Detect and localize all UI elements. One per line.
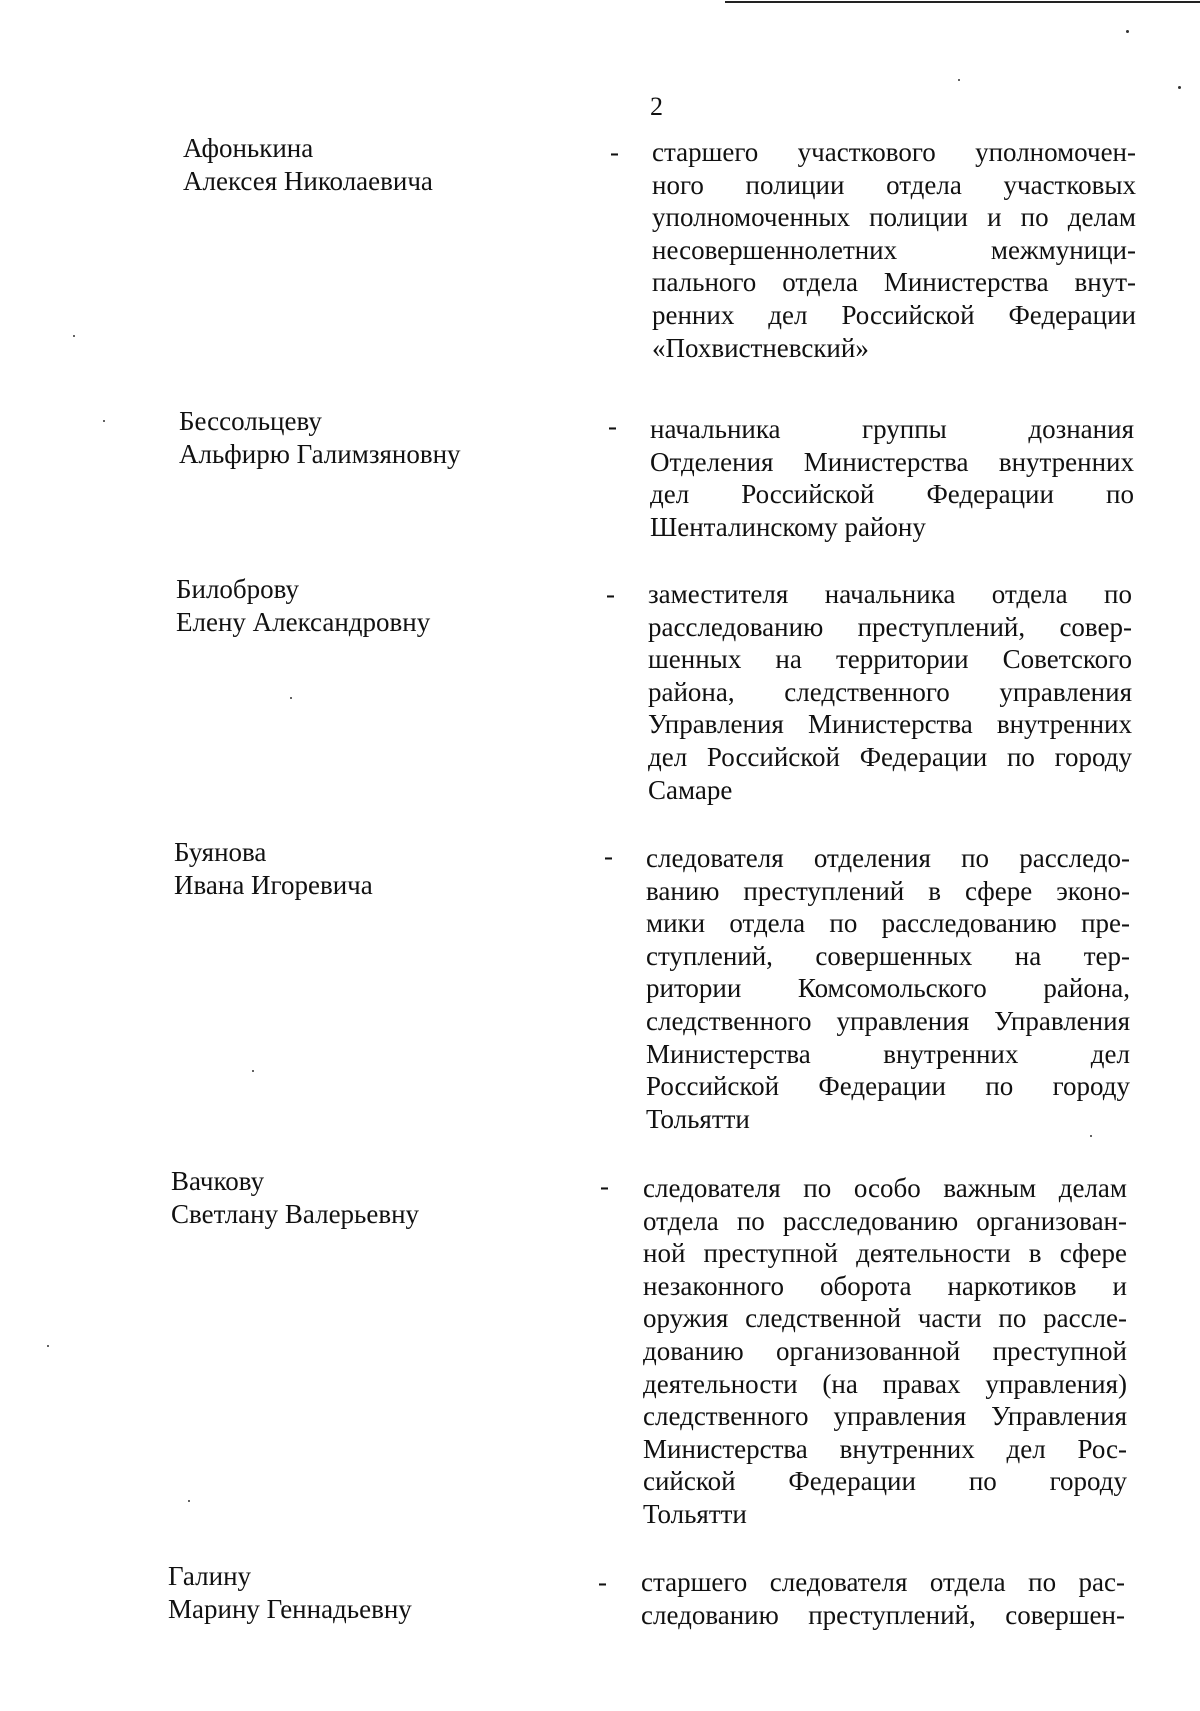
description-line: Российской Федерации по городу <box>646 1071 1130 1102</box>
person-name <box>174 836 373 902</box>
description-line: заместителя начальника отдела по <box>648 579 1132 609</box>
description-line: старшего участкового уполномочен- <box>652 137 1136 167</box>
description-line: ритории Комсомольского района, <box>646 973 1130 1004</box>
description-line: района, следственного управления <box>648 676 1132 707</box>
top-scan-rule <box>725 1 1200 3</box>
position-description <box>643 1172 1127 1531</box>
description-line: дел Российской Федерации по городу <box>648 741 1132 772</box>
given-names: Светлану Валерьевну <box>171 1199 420 1229</box>
scan-speck <box>188 1500 190 1502</box>
description-line: незаконного оборота наркотиков и <box>643 1270 1127 1301</box>
surname: Вачкову <box>171 1166 265 1196</box>
description-line: ной преступной деятельности в сфере <box>643 1238 1127 1269</box>
description-line: Тольятти <box>646 1103 750 1134</box>
scan-speck <box>958 79 960 81</box>
description-line: ванию преступлений в сфере эконо- <box>646 875 1130 906</box>
description-line: дованию организованной преступной <box>643 1335 1127 1366</box>
surname: Бессольцеву <box>179 406 322 436</box>
description-line: Отделения Министерства внутренних <box>650 446 1134 477</box>
given-names: Ивана Игоревича <box>174 870 373 900</box>
dash-separator: - <box>606 579 615 609</box>
dash-separator: - <box>608 411 617 441</box>
description-line: Министерства внутренних дел <box>646 1038 1130 1069</box>
description-line: Самаре <box>648 774 733 805</box>
surname: Афонькина <box>183 133 314 163</box>
description-line: пального отдела Министерства внут- <box>652 267 1136 298</box>
surname: Билоброву <box>176 574 299 604</box>
description-line: следователя отделения по расследо- <box>646 843 1130 873</box>
description-line: ренних дел Российской Федерации <box>652 299 1136 330</box>
scan-speck <box>290 697 292 699</box>
description-line: ного полиции отдела участковых <box>652 169 1136 200</box>
given-names: Елену Александровну <box>176 607 431 637</box>
description-line: несовершеннолетних межмуници- <box>652 234 1136 265</box>
scan-speck <box>1090 1135 1092 1137</box>
description-line: шенных на территории Советского <box>648 644 1132 675</box>
position-description <box>646 842 1130 1135</box>
description-line: деятельности (на правах управления) <box>643 1368 1127 1399</box>
dash-separator: - <box>604 841 613 871</box>
surname: Галину <box>168 1561 252 1591</box>
description-line: начальника группы дознания <box>650 414 1134 444</box>
description-line: следователя по особо важным делам <box>643 1173 1127 1203</box>
description-line: следственного управления Управления <box>646 1005 1130 1036</box>
given-names: Марину Геннадьевну <box>168 1594 412 1624</box>
scan-speck <box>1178 86 1181 89</box>
description-line: ступлений, совершенных на тер- <box>646 940 1130 971</box>
person-name <box>168 1560 412 1626</box>
position-description <box>648 578 1132 806</box>
description-line: оружия следственной части по рассле- <box>643 1303 1127 1334</box>
scan-speck <box>252 1070 254 1072</box>
person-name <box>179 405 461 471</box>
scan-speck <box>1126 30 1129 33</box>
description-line: Шенталинскому району <box>650 511 926 542</box>
position-description <box>650 413 1134 543</box>
description-line: расследованию преступлений, совер- <box>648 611 1132 642</box>
description-line: «Похвистневский» <box>652 332 869 363</box>
scan-speck <box>73 335 75 337</box>
person-name <box>176 573 430 639</box>
dash-separator: - <box>598 1567 607 1597</box>
description-line: следственного управления Управления <box>643 1401 1127 1432</box>
dash-separator: - <box>600 1171 609 1201</box>
description-line: следованию преступлений, совершен- <box>641 1599 1125 1630</box>
description-line: Управления Министерства внутренних <box>648 709 1132 740</box>
description-line: мики отдела по расследованию пре- <box>646 908 1130 939</box>
given-names: Алексея Николаевича <box>183 166 433 196</box>
dash-separator: - <box>610 137 619 167</box>
person-name <box>171 1165 419 1231</box>
description-line: старшего следователя отдела по рас- <box>641 1567 1125 1597</box>
description-line: Тольятти <box>643 1498 747 1529</box>
position-description <box>641 1566 1125 1631</box>
description-line: уполномоченных полиции и по делам <box>652 202 1136 233</box>
position-description <box>652 136 1136 364</box>
description-line: дел Российской Федерации по <box>650 479 1134 510</box>
page-number: 2 <box>650 92 663 121</box>
given-names: Альфирю Галимзяновну <box>179 439 461 469</box>
scan-speck <box>103 420 105 422</box>
scan-speck <box>47 1345 49 1347</box>
description-line: Министерства внутренних дел Рос- <box>643 1433 1127 1464</box>
description-line: отдела по расследованию организован- <box>643 1205 1127 1236</box>
description-line: сийской Федерации по городу <box>643 1466 1127 1497</box>
person-name <box>183 132 433 198</box>
surname: Буянова <box>174 837 267 867</box>
